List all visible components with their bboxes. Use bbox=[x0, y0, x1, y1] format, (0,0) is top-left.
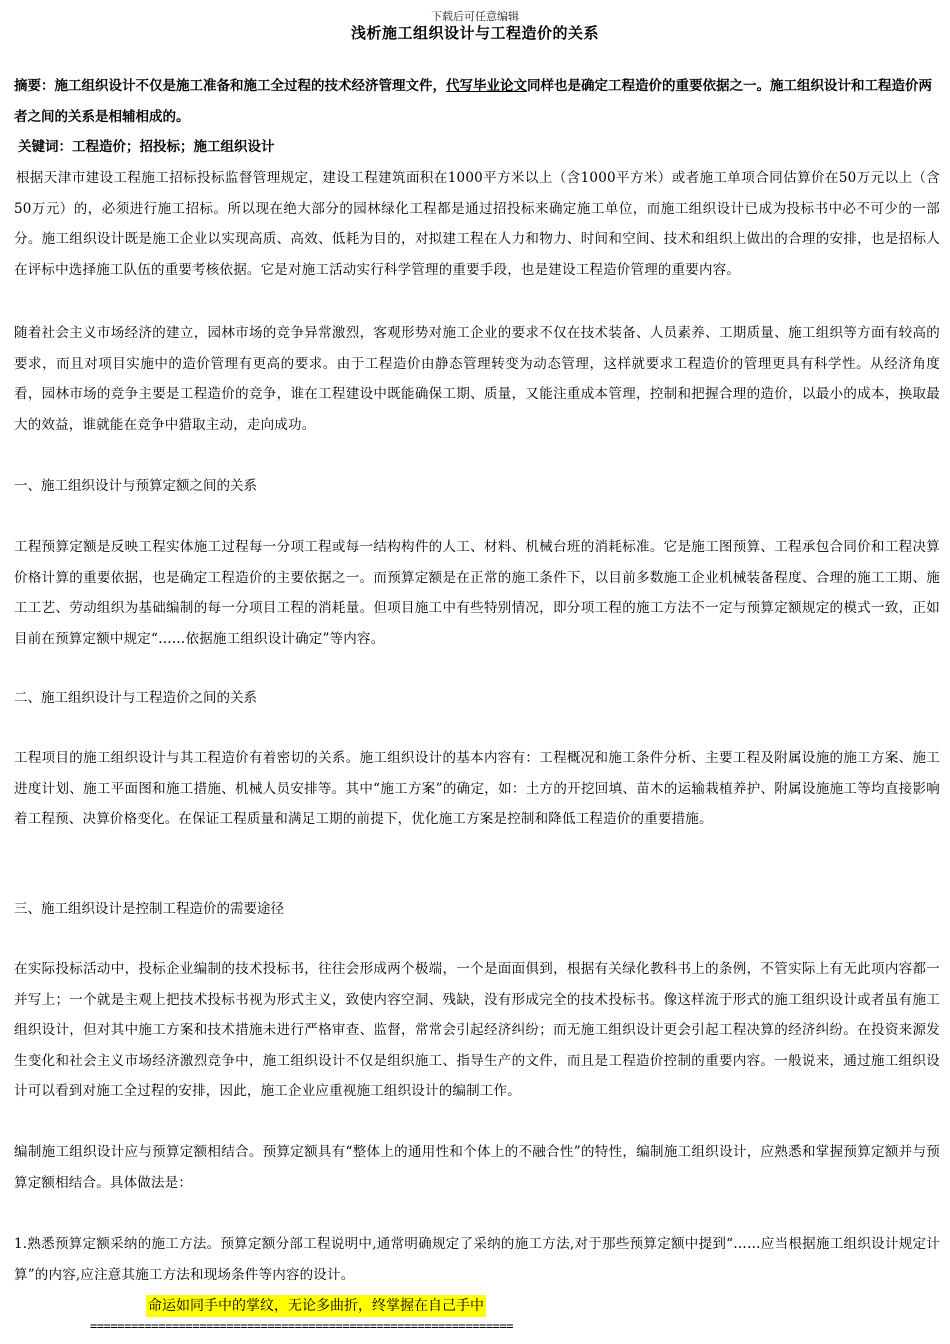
paragraph-section-3: 在实际投标活动中，投标企业编制的技术投标书，往往会形成两个极端，一个是面面俱到，根据有关绿化教科书上的条例，不管实际上有无此项内容都一并写上；一个就是主观上把技术投标书视为形式主义，致使内容空洞、残缺，没有形成完全的技术投标书。像这样流于形式的施工组织设计或者虽有施工组织设计，但对其中施工方案和技术措施未进行严格审查、监督，常常会引起经济纠纷；而无施工组织设计更会引起工程决算的经济纠纷。在投资来源发生变化和社会主义市场经济激烈竞争中，施工组织设计不仅是组织施工、指导生产的文件，而且是工程造价控制的重要内容。一般说来，通过施工组织设计可以看到对施工全过程的安排，因此，施工企业应重视施工组织设计的编制工作。 bbox=[14, 961, 940, 1099]
paragraph-section-1: 工程预算定额是反映工程实体施工过程每一分项工程或每一结构构件的人工、材料、机械台班的消耗标准。它是施工图预算、工程承包合同价和工程决算价格计算的重要依据，也是确定工程造价的主要依据之一。而预算定额是在正常的施工条件下，以目前多数施工企业机械装备程度、合理的施工工期、施工工艺、劳动组织为基础编制的每一分项目工程的消耗量。但项目施工中有些特别情况，即分项工程的施工方法不一定与预算定额规定的模式一致，正如目前在预算定额中规定“……依据施工组织设计确定”等内容。 bbox=[14, 539, 940, 647]
page-title: 浅析施工组织设计与工程造价的关系 bbox=[350, 24, 599, 42]
keywords-text: 工程造价；招投标；施工组织设计 bbox=[72, 139, 275, 155]
abstract-text-after-link: 同样也是确定工程造价的重要依据之一。施工组织设计和工程造价两者之间的关系是相辅相成的。 bbox=[14, 78, 932, 125]
header-note: 下载后可任意编辑 bbox=[431, 10, 519, 23]
paragraph-intro-2: 随着社会主义市场经济的建立，园林市场的竞争异常激烈，客观形势对施工企业的要求不仅在技术装备、人员素养、工期质量、施工组织等方面有较高的要求，而且对项目实施中的造价管理有更高的要求。由于工程造价由静态管理转变为动态管理，这样就要求工程造价的管理更具有科学性。从经济角度看，园林市场的竞争主要是工程造价的竞争，谁在工程建设中既能确保工期、质量，又能注重成本管理，控制和把握合理的造价，以最小的成本，换取最大的效益，谁就能在竞争中猎取主动，走向成功。 bbox=[14, 325, 940, 433]
abstract-link[interactable]: 代写毕业论文 bbox=[446, 78, 527, 94]
paragraph-section-3b: 编制施工组织设计应与预算定额相结合。预算定额具有“整体上的通用性和个体上的不融合性”的特性，编制施工组织设计，应熟悉和掌握预算定额并与预算定额相结合。具体做法是： bbox=[14, 1144, 940, 1191]
section-heading-3: 三、施工组织设计是控制工程造价的需要途径 bbox=[14, 901, 284, 917]
paragraph-section-2: 工程项目的施工组织设计与其工程造价有着密切的关系。施工组织设计的基本内容有：工程概况和施工条件分析、主要工程及附属设施的施工方案、施工进度计划、施工平面图和施工措施、机械人员安排等。其中“施工方案”的确定，如：土方的开挖回填、苗木的运输栽植养护、附属设施施工等均直接影响着工程预、决算价格变化。在保证工程质量和满足工期的前提下，优化施工方案是控制和降低工程造价的重要措施。 bbox=[14, 750, 940, 827]
paragraph-item-1: 1.熟悉预算定额采纳的施工方法。预算定额分部工程说明中,通常明确规定了采纳的施工方法,对于那些预算定额中提到“……应当根据施工组织设计规定计算”的内容,应注意其施工方法和现场条件等内容的设计。 bbox=[14, 1236, 940, 1283]
keywords bbox=[18, 132, 942, 162]
abstract bbox=[14, 71, 938, 133]
section-heading-2: 二、施工组织设计与工程造价之间的关系 bbox=[14, 690, 257, 706]
footer-slogan: 命运如同手中的掌纹，无论多曲折，终掌握在自己手中 bbox=[146, 1295, 486, 1317]
footer-divider: ============================================================== bbox=[90, 1319, 514, 1333]
paragraph-intro-1: 根据天津市建设工程施工招标投标监督管理规定，建设工程建筑面积在1000平方米以上（含1000平方米）或者施工单项合同估算价在50万元以上（含50万元）的，必须进行施工招标。所以现在绝大部分的园林绿化工程都是通过招投标来确定施工单位，而施工组织设计已成为投标书中必不可少的一部分。施工组织设计既是施工企业以实现高质、高效、低耗为目的，对拟建工程在人力和物力、时间和空间、技术和组织上做出的合理的安排，也是招标人在评标中选择施工队伍的重要考核依据。它是对施工活动实行科学管理的重要手段，也是建设工程造价管理的重要内容。 bbox=[14, 170, 940, 278]
keywords-label: 关键词： bbox=[18, 139, 72, 155]
section-heading-1: 一、施工组织设计与预算定额之间的关系 bbox=[14, 478, 257, 494]
abstract-text-before-link: 施工组织设计不仅是施工准备和施工全过程的技术经济管理文件， bbox=[54, 78, 446, 94]
abstract-label: 摘要： bbox=[14, 78, 55, 94]
